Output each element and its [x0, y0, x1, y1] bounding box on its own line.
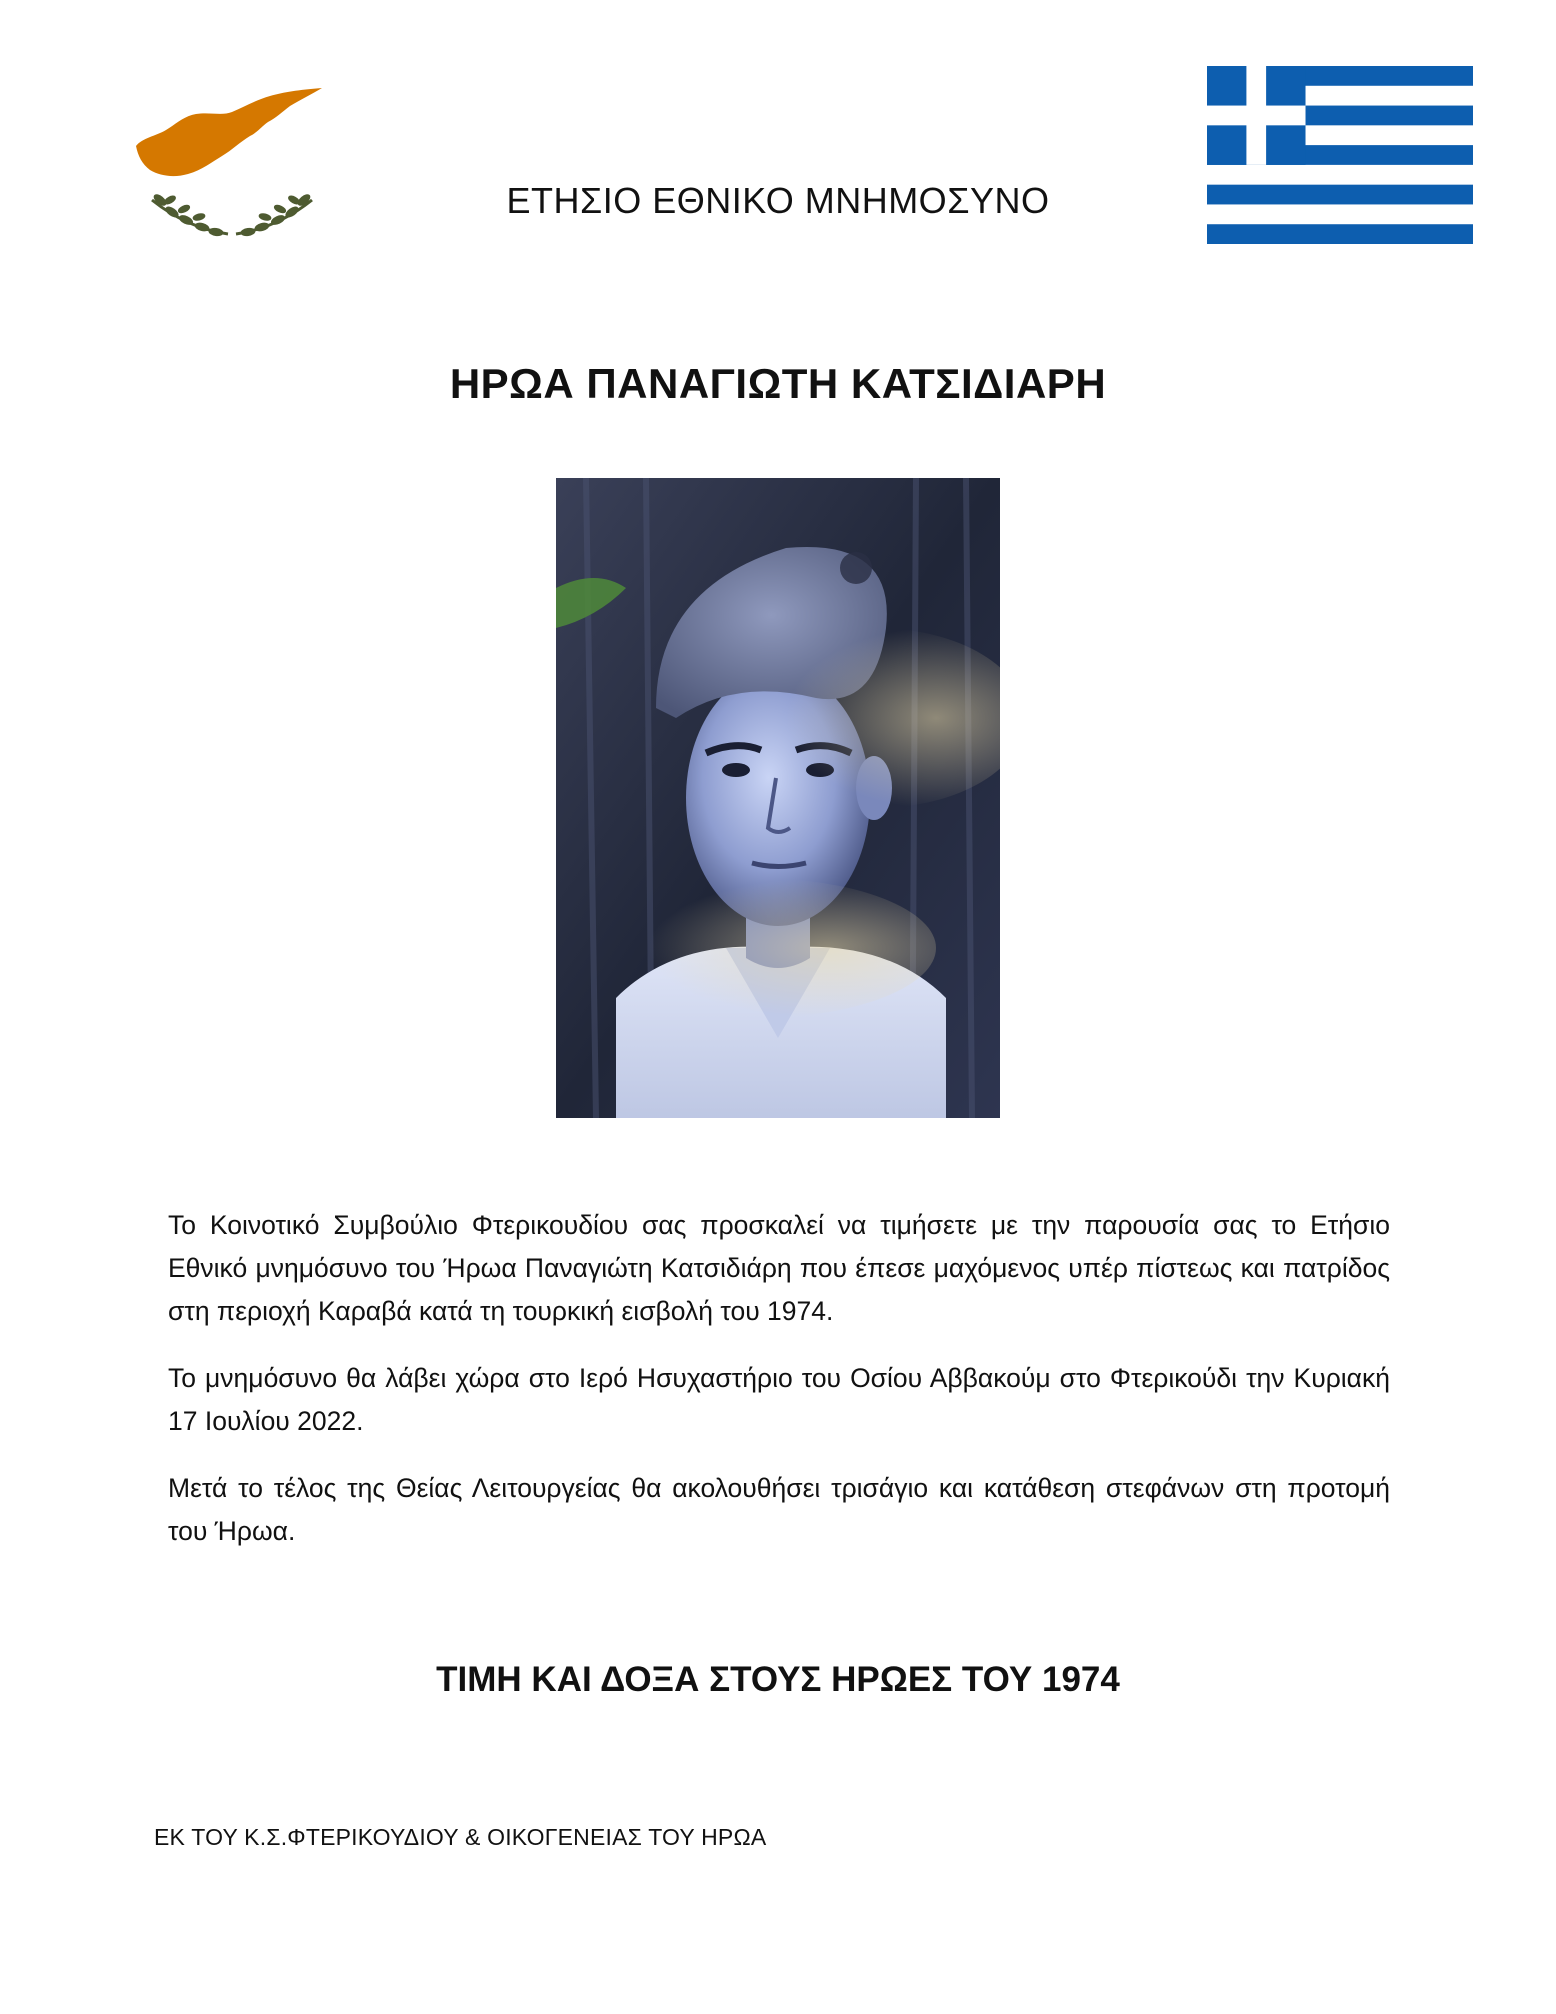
page-title: ΕΤΗΣΙΟ ΕΘΝΙΚΟ ΜΝΗΜΟΣΥΝΟ — [506, 180, 1050, 221]
cyprus-map-olive-branch-icon — [132, 88, 332, 248]
footer-signature: ΕΚ ΤΟΥ Κ.Σ.ΦΤΕΡΙΚΟΥΔΙΟΥ & ΟΙΚΟΓΕΝΕΙΑΣ ΤΟΥ ΗΡΩΑ — [154, 1824, 767, 1850]
soldier-portrait — [556, 478, 1000, 1118]
invitation-paragraph-1: Το Κοινοτικό Συμβούλιο Φτερικουδίου σας προσκαλεί να τιμήσετε με την παρουσία σας το Ετήσιο Εθνικό μνημόσυνο του Ήρωα Παναγιώτη Κατσιδιάρη που έπεσε μαχόμενος υπέρ πίστεως και πατρίδος στη περιοχή Καραβά κατά τη τουρκική εισβολή του 1974. — [168, 1210, 1390, 1326]
hero-name-heading: ΗΡΩΑ ΠΑΝΑΓΙΩΤΗ ΚΑΤΣΙΔΙΑΡΗ — [449, 360, 1107, 407]
invitation-body — [168, 1204, 1390, 1577]
invitation-paragraph-2: Το μνημόσυνο θα λάβει χώρα στο Ιερό Ησυχαστήριο του Οσίου Αββακούμ στο Φτερικούδι την Κυριακή 17 Ιουλίου 2022. — [168, 1363, 1390, 1436]
cyprus-island-shape — [136, 88, 322, 176]
invitation-paragraph-3: Μετά το τέλος της Θείας Λειτουργείας θα ακολουθήσει τρισάγιο και κατάθεση στεφάνων στη προτομή του Ήρωα. — [168, 1473, 1390, 1546]
closing-slogan: ΤΙΜΗ ΚΑΙ ΔΟΞΑ ΣΤΟΥΣ ΗΡΩΕΣ ΤΟΥ 1974 — [436, 1660, 1120, 1699]
